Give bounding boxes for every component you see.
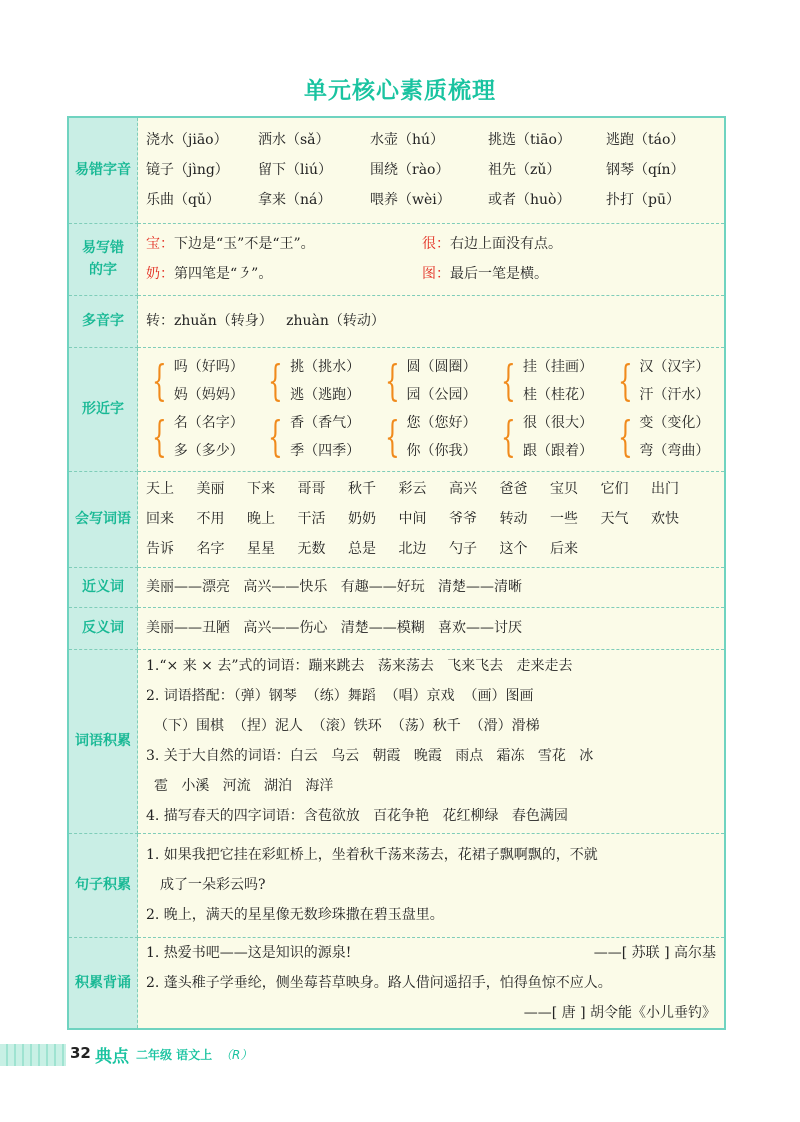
word-item: 无数 <box>297 541 326 557</box>
xingjin-row <box>146 409 716 465</box>
word-item: 告诉 <box>146 541 174 557</box>
row-fanyi <box>68 607 725 649</box>
xingjin-group <box>379 409 483 465</box>
word-item: 爷爷 <box>449 511 477 527</box>
pinyin-item: 拿来（ná） <box>258 192 332 209</box>
content-huixie <box>138 471 726 567</box>
xingjin-group <box>262 409 366 465</box>
word-item: 回来 <box>146 511 174 527</box>
xingjin-group <box>495 409 599 465</box>
content-juzi <box>138 833 726 937</box>
brace-icon: { <box>268 412 284 461</box>
page-number: 32 <box>70 1044 91 1062</box>
content-xingjin <box>138 347 726 471</box>
word-item: 晚上 <box>247 511 275 527</box>
xingjin-item: 季（四季） <box>290 443 361 459</box>
xingjin-item: 挂（挂画） <box>522 359 593 375</box>
beisong-author: ——[ 苏联 ] 高尔基 <box>593 944 716 961</box>
word-item: 高兴 <box>449 481 477 497</box>
word-item: 哥哥 <box>297 481 326 497</box>
pinyin-item: 祖先（zǔ） <box>488 162 561 179</box>
word-item: 中间 <box>398 511 427 527</box>
xingjin-item: 逃（逃跑） <box>290 387 361 403</box>
row-beisong <box>68 937 725 1029</box>
xingjin-item: 挑（挑水） <box>290 359 361 375</box>
page-title: 单元核心素质梳理 <box>304 78 496 104</box>
grade-label: 二年级 语文上 <box>136 1048 213 1062</box>
beisong-line: 1. 热爱书吧——这是知识的源泉! <box>146 944 352 961</box>
brace-icon: { <box>152 356 167 405</box>
brace-icon: { <box>617 356 633 405</box>
jilei-line: 雹 小溪 河流 湖泊 海洋 <box>154 778 334 794</box>
xingjin-item: 汗（汗水） <box>639 387 710 403</box>
xingjin-item: 桂（桂花） <box>522 387 593 403</box>
word-item: 这个 <box>499 541 528 557</box>
pinyin-item: 留下（liú） <box>258 162 332 179</box>
brace-icon: { <box>501 412 516 461</box>
yicuo-grid <box>146 125 716 215</box>
xingjin-item: 名（名字） <box>173 415 244 431</box>
brace-icon: { <box>384 412 400 461</box>
xingjin-item: 园（公园） <box>406 387 477 403</box>
page-footer <box>0 1040 800 1070</box>
yixie-item: 宝：下边是“玉”不是“王”。 <box>146 236 315 252</box>
pinyin-item: 水壶（hú） <box>370 132 445 149</box>
word-item: 转动 <box>499 511 528 527</box>
label-beisong: 积累背诵 <box>68 937 138 1029</box>
row-huixie <box>68 471 725 567</box>
xingjin-item: 香（香气） <box>290 415 361 431</box>
xingjin-group <box>146 409 250 465</box>
xingjin-item: 多（多少） <box>173 443 244 459</box>
pinyin-item: 乐曲（qǔ） <box>146 192 220 209</box>
yixie-item: 很：右边上面没有点。 <box>422 236 562 252</box>
word-item: 宝贝 <box>550 481 578 497</box>
xingjin-item: 弯（弯曲） <box>639 443 710 459</box>
word-item: 后来 <box>550 541 578 557</box>
label-jilei: 词语积累 <box>68 649 138 833</box>
label-huixie: 会写词语 <box>68 471 138 567</box>
content-yixie <box>138 223 726 295</box>
juzi-line: 1. 如果我把它挂在彩虹桥上，坐着秋千荡来荡去，花裙子飘啊飘的，不就 <box>146 847 598 863</box>
row-jinyi <box>68 567 725 607</box>
xingjin-item: 你（你我） <box>406 443 477 459</box>
pinyin-item: 镜子（jìng） <box>146 162 229 179</box>
summary-table <box>67 116 726 1030</box>
brace-icon: { <box>617 412 633 461</box>
brace-icon: { <box>501 356 516 405</box>
pinyin-item: 洒水（sǎ） <box>258 132 330 149</box>
word-item: 不用 <box>196 511 225 527</box>
pinyin-item: 围绕（rào） <box>370 162 450 179</box>
word-item: 爸爸 <box>499 481 528 497</box>
label-duoyin: 多音字 <box>68 295 138 347</box>
xingjin-group <box>495 353 599 409</box>
xingjin-item: 跟（跟着） <box>522 443 593 459</box>
juzi-line: 2. 晚上，满天的星星像无数珍珠撒在碧玉盘里。 <box>146 907 444 923</box>
pinyin-item: 浇水（jiāo） <box>146 132 228 149</box>
word-item: 欢快 <box>651 511 679 527</box>
xingjin-item: 吗（好吗） <box>173 359 244 375</box>
jilei-line: 2. 词语搭配：（弹）钢琴 （练）舞蹈 （唱）京戏 （画）图画 <box>146 688 534 704</box>
label-jinyi: 近义词 <box>68 567 138 607</box>
xingjin-group <box>612 409 716 465</box>
word-item: 天气 <box>600 511 629 527</box>
brace-icon: { <box>268 356 284 405</box>
word-item: 出门 <box>651 481 679 497</box>
xingjin-item: 很（很大） <box>522 415 593 431</box>
label-yicuo: 易错字音 <box>68 117 138 223</box>
xingjin-group <box>262 353 366 409</box>
word-item: 下来 <box>247 481 275 497</box>
xingjin-groups <box>146 353 716 465</box>
pinyin-item: 扑打（pū） <box>606 192 680 209</box>
xingjin-group <box>612 353 716 409</box>
xingjin-item: 妈（妈妈） <box>173 387 244 403</box>
word-item: 彩云 <box>398 481 427 497</box>
word-item: 秋千 <box>348 481 376 497</box>
word-item: 奶奶 <box>348 511 376 527</box>
content-yicuo <box>138 117 726 223</box>
word-item: 美丽 <box>196 481 225 497</box>
beisong-quote-1 <box>146 938 716 968</box>
word-item: 它们 <box>600 481 629 497</box>
jilei-line: 3. 关于大自然的词语：白云 乌云 朝霞 晚霞 雨点 霜冻 雪花 冰 <box>146 748 594 764</box>
word-item: 星星 <box>247 541 275 557</box>
brace-icon: { <box>384 356 400 405</box>
row-jilei <box>68 649 725 833</box>
xingjin-row <box>146 353 716 409</box>
content-duoyin <box>138 295 726 347</box>
yixie-item: 图：最后一笔是横。 <box>422 266 548 282</box>
jilei-line: 1.“× 来 × 去”式的词语：蹦来跳去 荡来荡去 飞来飞去 走来走去 <box>146 658 573 674</box>
jilei-line: 4. 描写春天的四字词语：含苞欲放 百花争艳 花红柳绿 春色满园 <box>146 808 568 824</box>
pinyin-item: 喂养（wèi） <box>370 192 451 209</box>
huixie-grid <box>146 474 716 564</box>
xingjin-item: 变（变化） <box>639 415 710 431</box>
jilei-line: （下）围棋 （捏）泥人 （滚）铁环 （荡）秋千 （滑）滑梯 <box>154 718 540 734</box>
label-juzi: 句子积累 <box>68 833 138 937</box>
word-item: 名字 <box>196 541 225 557</box>
content-beisong <box>138 937 726 1029</box>
row-duoyin <box>68 295 725 347</box>
xingjin-item: 您（您好） <box>406 415 477 431</box>
pinyin-item: 挑选（tiāo） <box>488 132 571 149</box>
pinyin-item: 或者（huò） <box>488 192 571 209</box>
content-jinyi <box>138 567 726 607</box>
word-item: 北边 <box>398 541 427 557</box>
pinyin-item: 逃跑（táo） <box>606 132 685 149</box>
xingjin-item: 汉（汉字） <box>639 359 710 375</box>
label-fanyi: 反义词 <box>68 607 138 649</box>
fanyi-text: 美丽——丑陋 高兴——伤心 清楚——模糊 喜欢——讨厌 <box>146 620 523 636</box>
label-yixie: 易写错 的字 <box>68 223 138 295</box>
juzi-line: 成了一朵彩云吗? <box>160 877 266 893</box>
xingjin-group <box>146 353 250 409</box>
word-item: 一些 <box>550 511 578 527</box>
row-juzi <box>68 833 725 937</box>
brace-icon: { <box>152 412 167 461</box>
beisong-author: ——[ 唐 ] 胡令能《小儿垂钓》 <box>523 1004 716 1021</box>
pinyin-item: 钢琴（qín） <box>606 162 685 179</box>
word-item: 干活 <box>297 511 326 527</box>
footer-stripe <box>0 1044 66 1066</box>
edition-label: （R） <box>220 1048 253 1062</box>
xingjin-group <box>379 353 483 409</box>
brand-logo: 典点 <box>95 1047 129 1067</box>
duoyin-text: 转：zhuǎn（转身） zhuàn（转动） <box>146 313 385 329</box>
label-xingjin: 形近字 <box>68 347 138 471</box>
yixie-item: 奶：第四笔是“㇋”。 <box>146 266 273 282</box>
word-item: 天上 <box>146 481 174 497</box>
word-item: 总是 <box>348 541 376 557</box>
row-yixie <box>68 223 725 295</box>
jinyi-text: 美丽——漂亮 高兴——快乐 有趣——好玩 清楚——清晰 <box>146 579 523 595</box>
xingjin-item: 圆（圆圈） <box>406 359 477 375</box>
row-yicuo <box>68 117 725 223</box>
word-item: 勺子 <box>449 541 477 557</box>
beisong-line: 2. 蓬头稚子学垂纶，侧坐莓苔草映身。路人借问遥招手，怕得鱼惊不应人。 <box>146 974 612 991</box>
content-fanyi <box>138 607 726 649</box>
row-xingjin <box>68 347 725 471</box>
content-jilei <box>138 649 726 833</box>
